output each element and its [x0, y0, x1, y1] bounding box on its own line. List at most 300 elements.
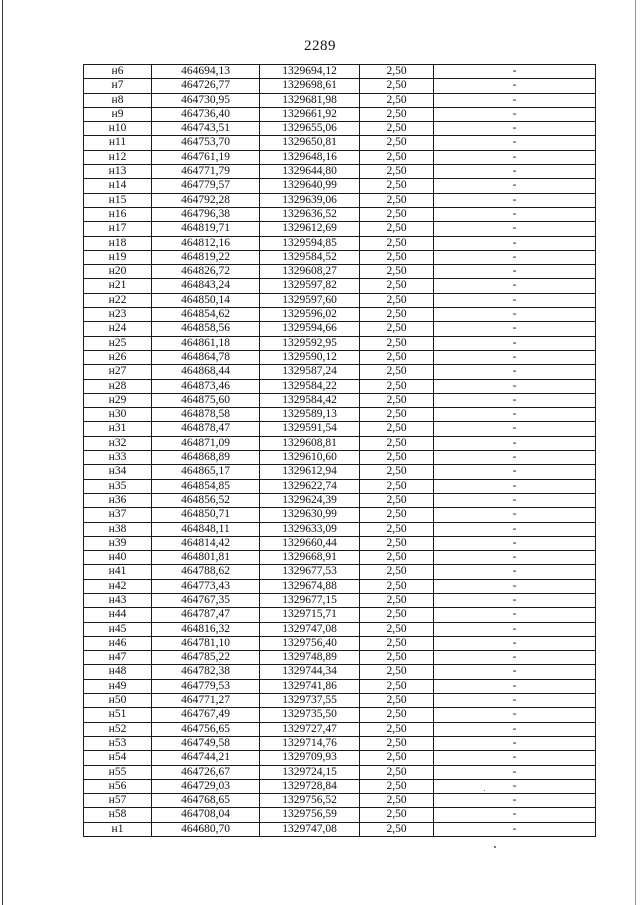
note-cell: -: [434, 279, 596, 293]
note-cell: -: [434, 451, 596, 465]
accuracy-cell: 2,50: [360, 608, 434, 622]
accuracy-cell: 2,50: [360, 122, 434, 136]
point-id-cell: н55: [84, 765, 152, 779]
point-id-cell: н24: [84, 322, 152, 336]
table-row: [84, 165, 596, 179]
x-coordinate-cell: 464850,14: [152, 293, 260, 307]
point-id-cell: н1: [84, 822, 152, 836]
accuracy-cell: 2,50: [360, 736, 434, 750]
note-cell: -: [434, 150, 596, 164]
y-coordinate-cell: 1329727,47: [260, 722, 360, 736]
point-id-cell: н8: [84, 93, 152, 107]
x-coordinate-cell: 464819,71: [152, 222, 260, 236]
x-coordinate-cell: 464761,19: [152, 150, 260, 164]
accuracy-cell: 2,50: [360, 551, 434, 565]
accuracy-cell: 2,50: [360, 207, 434, 221]
y-coordinate-cell: 1329674,88: [260, 579, 360, 593]
table-row: [84, 508, 596, 522]
x-coordinate-cell: 464785,22: [152, 651, 260, 665]
accuracy-cell: 2,50: [360, 779, 434, 793]
note-cell: -: [434, 79, 596, 93]
note-cell: -: [434, 65, 596, 79]
table-row: [84, 236, 596, 250]
y-coordinate-cell: 1329608,27: [260, 265, 360, 279]
point-id-cell: н11: [84, 136, 152, 150]
x-coordinate-cell: 464865,17: [152, 465, 260, 479]
note-cell: -: [434, 579, 596, 593]
point-id-cell: н52: [84, 722, 152, 736]
note-cell: -: [434, 665, 596, 679]
table-row: [84, 736, 596, 750]
note-cell: -: [434, 593, 596, 607]
y-coordinate-cell: 1329594,85: [260, 236, 360, 250]
point-id-cell: н44: [84, 608, 152, 622]
x-coordinate-cell: 464873,46: [152, 379, 260, 393]
point-id-cell: н51: [84, 708, 152, 722]
accuracy-cell: 2,50: [360, 422, 434, 436]
point-id-cell: н28: [84, 379, 152, 393]
point-id-cell: н56: [84, 779, 152, 793]
point-id-cell: н16: [84, 207, 152, 221]
y-coordinate-cell: 1329633,09: [260, 522, 360, 536]
y-coordinate-cell: 1329596,02: [260, 308, 360, 322]
note-cell: -: [434, 250, 596, 264]
accuracy-cell: 2,50: [360, 479, 434, 493]
x-coordinate-cell: 464854,85: [152, 479, 260, 493]
note-cell: -: [434, 408, 596, 422]
y-coordinate-cell: 1329735,50: [260, 708, 360, 722]
accuracy-cell: 2,50: [360, 436, 434, 450]
scan-speck: [484, 790, 485, 791]
accuracy-cell: 2,50: [360, 265, 434, 279]
table-row: [84, 279, 596, 293]
table-row: [84, 751, 596, 765]
y-coordinate-cell: 1329587,24: [260, 365, 360, 379]
point-id-cell: н41: [84, 565, 152, 579]
table-row: [84, 822, 596, 836]
y-coordinate-cell: 1329756,52: [260, 794, 360, 808]
accuracy-cell: 2,50: [360, 579, 434, 593]
accuracy-cell: 2,50: [360, 751, 434, 765]
point-id-cell: н13: [84, 165, 152, 179]
table-row: [84, 365, 596, 379]
y-coordinate-cell: 1329660,44: [260, 536, 360, 550]
note-cell: -: [434, 751, 596, 765]
x-coordinate-cell: 464848,11: [152, 522, 260, 536]
y-coordinate-cell: 1329640,99: [260, 179, 360, 193]
x-coordinate-cell: 464773,43: [152, 579, 260, 593]
accuracy-cell: 2,50: [360, 79, 434, 93]
y-coordinate-cell: 1329715,71: [260, 608, 360, 622]
table-row: [84, 536, 596, 550]
scan-left-edge: [2, 0, 3, 905]
table-row: [84, 622, 596, 636]
point-id-cell: н17: [84, 222, 152, 236]
x-coordinate-cell: 464814,42: [152, 536, 260, 550]
note-cell: -: [434, 165, 596, 179]
note-cell: -: [434, 536, 596, 550]
note-cell: -: [434, 636, 596, 650]
accuracy-cell: 2,50: [360, 222, 434, 236]
note-cell: -: [434, 179, 596, 193]
point-id-cell: н45: [84, 622, 152, 636]
note-cell: -: [434, 465, 596, 479]
x-coordinate-cell: 464871,09: [152, 436, 260, 450]
accuracy-cell: 2,50: [360, 665, 434, 679]
table-row: [84, 336, 596, 350]
y-coordinate-cell: 1329677,53: [260, 565, 360, 579]
note-cell: -: [434, 551, 596, 565]
point-id-cell: н49: [84, 679, 152, 693]
note-cell: -: [434, 93, 596, 107]
y-coordinate-cell: 1329694,12: [260, 65, 360, 79]
accuracy-cell: 2,50: [360, 393, 434, 407]
point-id-cell: н7: [84, 79, 152, 93]
table-row: [84, 93, 596, 107]
accuracy-cell: 2,50: [360, 722, 434, 736]
point-id-cell: н15: [84, 193, 152, 207]
x-coordinate-cell: 464726,77: [152, 79, 260, 93]
accuracy-cell: 2,50: [360, 451, 434, 465]
table-row: [84, 250, 596, 264]
note-cell: -: [434, 679, 596, 693]
accuracy-cell: 2,50: [360, 179, 434, 193]
note-cell: -: [434, 436, 596, 450]
x-coordinate-cell: 464726,67: [152, 765, 260, 779]
table-row: [84, 479, 596, 493]
table-row: [84, 608, 596, 622]
x-coordinate-cell: 464868,44: [152, 365, 260, 379]
accuracy-cell: 2,50: [360, 694, 434, 708]
point-id-cell: н32: [84, 436, 152, 450]
accuracy-cell: 2,50: [360, 350, 434, 364]
note-cell: -: [434, 722, 596, 736]
x-coordinate-cell: 464753,70: [152, 136, 260, 150]
x-coordinate-cell: 464694,13: [152, 65, 260, 79]
y-coordinate-cell: 1329612,69: [260, 222, 360, 236]
point-id-cell: н58: [84, 808, 152, 822]
x-coordinate-cell: 464781,10: [152, 636, 260, 650]
table-row: [84, 708, 596, 722]
point-id-cell: н6: [84, 65, 152, 79]
table-row: [84, 651, 596, 665]
coordinates-table: [83, 64, 596, 837]
accuracy-cell: 2,50: [360, 379, 434, 393]
x-coordinate-cell: 464792,28: [152, 193, 260, 207]
y-coordinate-cell: 1329591,54: [260, 422, 360, 436]
y-coordinate-cell: 1329747,08: [260, 822, 360, 836]
scan-speck: [494, 846, 496, 848]
table-row: [84, 579, 596, 593]
point-id-cell: н39: [84, 536, 152, 550]
x-coordinate-cell: 464812,16: [152, 236, 260, 250]
table-row: [84, 636, 596, 650]
accuracy-cell: 2,50: [360, 165, 434, 179]
x-coordinate-cell: 464756,65: [152, 722, 260, 736]
note-cell: -: [434, 365, 596, 379]
note-cell: -: [434, 350, 596, 364]
accuracy-cell: 2,50: [360, 408, 434, 422]
y-coordinate-cell: 1329636,52: [260, 207, 360, 221]
note-cell: -: [434, 122, 596, 136]
y-coordinate-cell: 1329709,93: [260, 751, 360, 765]
note-cell: -: [434, 293, 596, 307]
table-row: [84, 222, 596, 236]
point-id-cell: н35: [84, 479, 152, 493]
point-id-cell: н22: [84, 293, 152, 307]
y-coordinate-cell: 1329698,61: [260, 79, 360, 93]
table-row: [84, 551, 596, 565]
table-row: [84, 322, 596, 336]
x-coordinate-cell: 464749,58: [152, 736, 260, 750]
y-coordinate-cell: 1329639,06: [260, 193, 360, 207]
table-row: [84, 308, 596, 322]
table-row: [84, 451, 596, 465]
accuracy-cell: 2,50: [360, 250, 434, 264]
note-cell: -: [434, 422, 596, 436]
note-cell: -: [434, 822, 596, 836]
coordinates-table-body: [84, 65, 596, 837]
point-id-cell: н42: [84, 579, 152, 593]
table-row: [84, 193, 596, 207]
page-number: 2289: [304, 38, 336, 54]
accuracy-cell: 2,50: [360, 593, 434, 607]
note-cell: -: [434, 808, 596, 822]
x-coordinate-cell: 464875,60: [152, 393, 260, 407]
table-row: [84, 779, 596, 793]
x-coordinate-cell: 464787,47: [152, 608, 260, 622]
x-coordinate-cell: 464779,53: [152, 679, 260, 693]
table-row: [84, 150, 596, 164]
accuracy-cell: 2,50: [360, 322, 434, 336]
note-cell: -: [434, 622, 596, 636]
y-coordinate-cell: 1329744,34: [260, 665, 360, 679]
point-id-cell: н47: [84, 651, 152, 665]
y-coordinate-cell: 1329590,12: [260, 350, 360, 364]
point-id-cell: н37: [84, 508, 152, 522]
table-row: [84, 107, 596, 121]
point-id-cell: н57: [84, 794, 152, 808]
point-id-cell: н25: [84, 336, 152, 350]
point-id-cell: н19: [84, 250, 152, 264]
table-row: [84, 179, 596, 193]
table-row: [84, 722, 596, 736]
accuracy-cell: 2,50: [360, 107, 434, 121]
accuracy-cell: 2,50: [360, 293, 434, 307]
y-coordinate-cell: 1329661,92: [260, 107, 360, 121]
y-coordinate-cell: 1329741,86: [260, 679, 360, 693]
accuracy-cell: 2,50: [360, 279, 434, 293]
table-row: [84, 379, 596, 393]
x-coordinate-cell: 464767,35: [152, 593, 260, 607]
point-id-cell: н18: [84, 236, 152, 250]
note-cell: -: [434, 508, 596, 522]
table-row: [84, 465, 596, 479]
accuracy-cell: 2,50: [360, 336, 434, 350]
table-row: [84, 436, 596, 450]
accuracy-cell: 2,50: [360, 536, 434, 550]
y-coordinate-cell: 1329648,16: [260, 150, 360, 164]
x-coordinate-cell: 464771,79: [152, 165, 260, 179]
y-coordinate-cell: 1329589,13: [260, 408, 360, 422]
x-coordinate-cell: 464796,38: [152, 207, 260, 221]
accuracy-cell: 2,50: [360, 465, 434, 479]
accuracy-cell: 2,50: [360, 365, 434, 379]
table-row: [84, 522, 596, 536]
x-coordinate-cell: 464864,78: [152, 350, 260, 364]
accuracy-cell: 2,50: [360, 150, 434, 164]
y-coordinate-cell: 1329610,60: [260, 451, 360, 465]
y-coordinate-cell: 1329624,39: [260, 493, 360, 507]
note-cell: -: [434, 779, 596, 793]
accuracy-cell: 2,50: [360, 193, 434, 207]
note-cell: -: [434, 694, 596, 708]
note-cell: -: [434, 107, 596, 121]
point-id-cell: н43: [84, 593, 152, 607]
y-coordinate-cell: 1329747,08: [260, 622, 360, 636]
y-coordinate-cell: 1329748,89: [260, 651, 360, 665]
point-id-cell: н53: [84, 736, 152, 750]
table-row: [84, 765, 596, 779]
note-cell: -: [434, 265, 596, 279]
point-id-cell: н29: [84, 393, 152, 407]
accuracy-cell: 2,50: [360, 493, 434, 507]
x-coordinate-cell: 464878,47: [152, 422, 260, 436]
x-coordinate-cell: 464680,70: [152, 822, 260, 836]
x-coordinate-cell: 464861,18: [152, 336, 260, 350]
accuracy-cell: 2,50: [360, 508, 434, 522]
point-id-cell: н12: [84, 150, 152, 164]
note-cell: -: [434, 608, 596, 622]
x-coordinate-cell: 464850,71: [152, 508, 260, 522]
note-cell: -: [434, 565, 596, 579]
y-coordinate-cell: 1329756,40: [260, 636, 360, 650]
y-coordinate-cell: 1329655,06: [260, 122, 360, 136]
note-cell: -: [434, 336, 596, 350]
accuracy-cell: 2,50: [360, 708, 434, 722]
accuracy-cell: 2,50: [360, 651, 434, 665]
note-cell: -: [434, 708, 596, 722]
table-row: [84, 265, 596, 279]
x-coordinate-cell: 464771,27: [152, 694, 260, 708]
point-id-cell: н30: [84, 408, 152, 422]
accuracy-cell: 2,50: [360, 636, 434, 650]
point-id-cell: н34: [84, 465, 152, 479]
point-id-cell: н46: [84, 636, 152, 650]
table-row: [84, 422, 596, 436]
x-coordinate-cell: 464819,22: [152, 250, 260, 264]
note-cell: -: [434, 393, 596, 407]
accuracy-cell: 2,50: [360, 808, 434, 822]
note-cell: -: [434, 136, 596, 150]
x-coordinate-cell: 464729,03: [152, 779, 260, 793]
y-coordinate-cell: 1329650,81: [260, 136, 360, 150]
y-coordinate-cell: 1329584,42: [260, 393, 360, 407]
y-coordinate-cell: 1329668,91: [260, 551, 360, 565]
table-row: [84, 408, 596, 422]
accuracy-cell: 2,50: [360, 136, 434, 150]
point-id-cell: н23: [84, 308, 152, 322]
y-coordinate-cell: 1329756,59: [260, 808, 360, 822]
accuracy-cell: 2,50: [360, 308, 434, 322]
table-row: [84, 136, 596, 150]
table-row: [84, 293, 596, 307]
x-coordinate-cell: 464858,56: [152, 322, 260, 336]
point-id-cell: н14: [84, 179, 152, 193]
y-coordinate-cell: 1329584,52: [260, 250, 360, 264]
note-cell: -: [434, 308, 596, 322]
table-row: [84, 679, 596, 693]
y-coordinate-cell: 1329594,66: [260, 322, 360, 336]
y-coordinate-cell: 1329728,84: [260, 779, 360, 793]
x-coordinate-cell: 464779,57: [152, 179, 260, 193]
y-coordinate-cell: 1329677,15: [260, 593, 360, 607]
y-coordinate-cell: 1329644,80: [260, 165, 360, 179]
note-cell: -: [434, 236, 596, 250]
note-cell: -: [434, 322, 596, 336]
x-coordinate-cell: 464708,04: [152, 808, 260, 822]
point-id-cell: н50: [84, 694, 152, 708]
y-coordinate-cell: 1329597,60: [260, 293, 360, 307]
table-row: [84, 393, 596, 407]
x-coordinate-cell: 464868,89: [152, 451, 260, 465]
y-coordinate-cell: 1329724,15: [260, 765, 360, 779]
accuracy-cell: 2,50: [360, 565, 434, 579]
note-cell: -: [434, 193, 596, 207]
note-cell: -: [434, 522, 596, 536]
point-id-cell: н33: [84, 451, 152, 465]
x-coordinate-cell: 464744,21: [152, 751, 260, 765]
point-id-cell: н48: [84, 665, 152, 679]
table-row: [84, 350, 596, 364]
table-row: [84, 565, 596, 579]
x-coordinate-cell: 464730,95: [152, 93, 260, 107]
y-coordinate-cell: 1329714,76: [260, 736, 360, 750]
point-id-cell: н9: [84, 107, 152, 121]
accuracy-cell: 2,50: [360, 65, 434, 79]
table-row: [84, 694, 596, 708]
x-coordinate-cell: 464856,52: [152, 493, 260, 507]
point-id-cell: н36: [84, 493, 152, 507]
point-id-cell: н40: [84, 551, 152, 565]
table-row: [84, 207, 596, 221]
table-row: [84, 794, 596, 808]
note-cell: -: [434, 736, 596, 750]
accuracy-cell: 2,50: [360, 622, 434, 636]
point-id-cell: н26: [84, 350, 152, 364]
x-coordinate-cell: 464768,65: [152, 794, 260, 808]
x-coordinate-cell: 464826,72: [152, 265, 260, 279]
x-coordinate-cell: 464736,40: [152, 107, 260, 121]
y-coordinate-cell: 1329737,55: [260, 694, 360, 708]
y-coordinate-cell: 1329608,81: [260, 436, 360, 450]
accuracy-cell: 2,50: [360, 236, 434, 250]
scan-right-edge: [635, 0, 636, 905]
table-row: [84, 79, 596, 93]
point-id-cell: н54: [84, 751, 152, 765]
note-cell: -: [434, 651, 596, 665]
y-coordinate-cell: 1329584,22: [260, 379, 360, 393]
x-coordinate-cell: 464743,51: [152, 122, 260, 136]
point-id-cell: н10: [84, 122, 152, 136]
y-coordinate-cell: 1329630,99: [260, 508, 360, 522]
x-coordinate-cell: 464767,49: [152, 708, 260, 722]
x-coordinate-cell: 464801,81: [152, 551, 260, 565]
accuracy-cell: 2,50: [360, 522, 434, 536]
x-coordinate-cell: 464782,38: [152, 665, 260, 679]
note-cell: -: [434, 765, 596, 779]
note-cell: -: [434, 222, 596, 236]
